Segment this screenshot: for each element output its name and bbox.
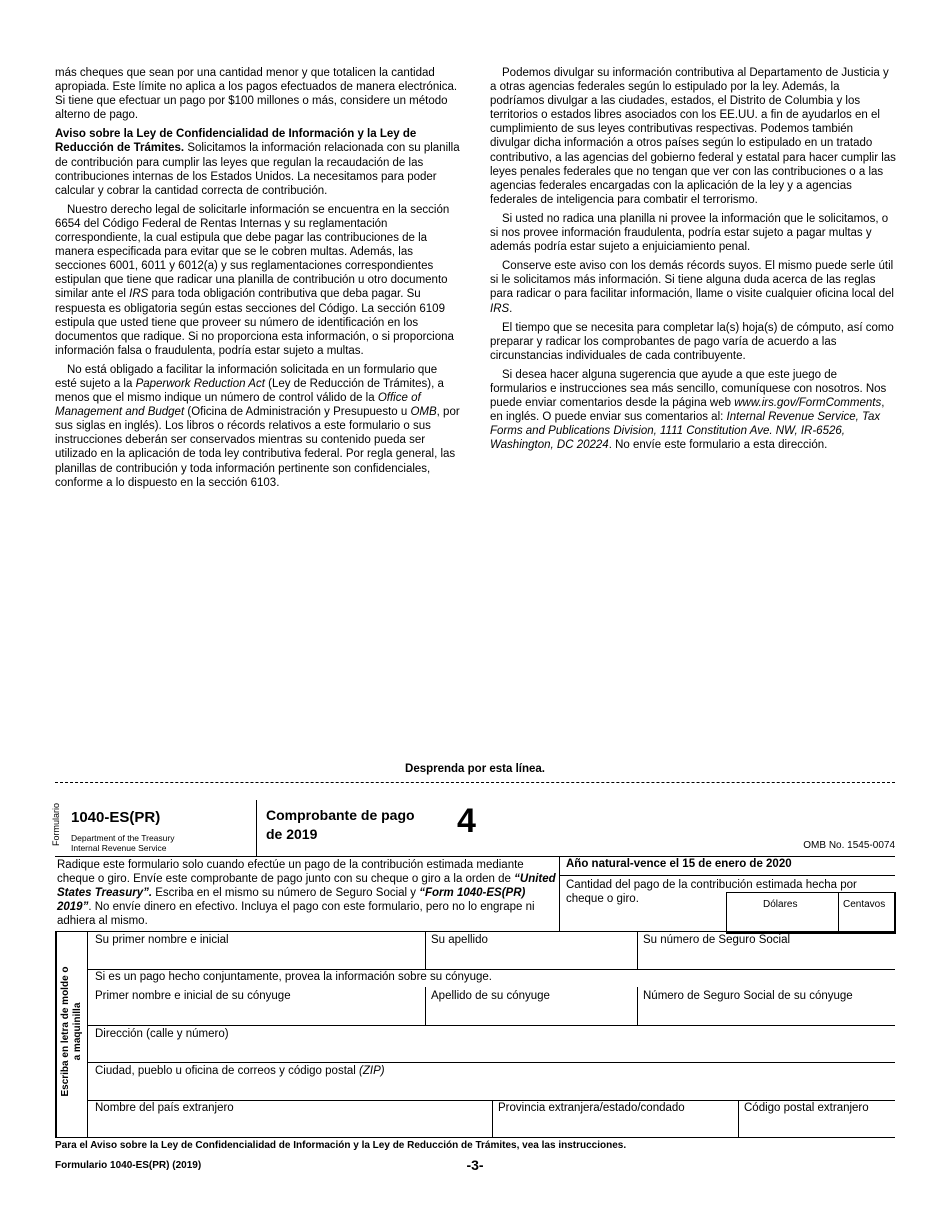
- divider: [55, 856, 895, 857]
- detach-dashed-line: [55, 782, 895, 783]
- last-name-field[interactable]: Su apellido: [431, 934, 488, 946]
- divider: [88, 1025, 895, 1026]
- omb-number: OMB No. 1545-0074: [803, 840, 895, 851]
- divider: [637, 987, 638, 1025]
- first-name-field[interactable]: Su primer nombre e inicial: [95, 934, 229, 946]
- right-column: [490, 66, 896, 457]
- divider: [425, 932, 426, 969]
- joint-payment-note: Si es un pago hecho conjuntamente, provea la información sobre su cónyuge.: [95, 971, 493, 983]
- paragraph: Conserve este aviso con los demás récords suyos. El mismo puede serle útil si le solicitamos más información. Si tiene alguna duda acerca de las reglas para radicar o para facilitar información, llame o visite cualquier oficina local del IRS.: [490, 260, 894, 315]
- paragraph: más cheques que sean por una cantidad menor y que totalicen la cantidad apropiada. Este límite no aplica a los pagos efectuados de manera electrónica. Si tiene que efectuar un pago por $100 millones o más, considere un método alterno de pago.: [55, 67, 458, 122]
- divider: [425, 987, 426, 1025]
- voucher-title: Comprobante de pago de 2019: [266, 807, 415, 842]
- spouse-ssn-field[interactable]: Número de Seguro Social de su cónyuge: [643, 990, 853, 1002]
- privacy-heading: Aviso sobre la Ley de Confidencialidad de Información y la Ley de Reducción de Trámites.: [55, 128, 417, 155]
- paragraph: Si usted no radica una planilla ni provee la información que le solicitamos, o si nos provee información fraudulenta, podría estar sujeto a pagar multas y además podría estar sujeto a enjuiciamiento penal.: [490, 212, 889, 254]
- city-zip-field[interactable]: Ciudad, pueblo u oficina de correos y código postal (ZIP): [95, 1065, 385, 1077]
- divider: [88, 1062, 895, 1063]
- divider: [738, 1100, 739, 1137]
- print-instruction: Escriba en letra de molde o a maquinilla: [60, 966, 83, 1097]
- privacy-paragraph: Aviso sobre la Ley de Confidencialidad de Información y la Ley de Reducción de Trámites. Solicitamos la información relacionada con su planilla de contribución para cumplir las leyes que regulan la recaudación de las contribuciones internas de los Estados Unidos. La necesitamos para poder calcular y cobrar la cantidad correcta de contribución.: [55, 128, 460, 197]
- cents-label: Centavos: [843, 899, 886, 910]
- divider: [559, 856, 560, 931]
- divider: [88, 969, 895, 970]
- foreign-province-field[interactable]: Provincia extranjera/estado/condado: [498, 1102, 685, 1114]
- divider: [559, 875, 895, 876]
- spouse-first-name-field[interactable]: Primer nombre e inicial de su cónyuge: [95, 990, 291, 1002]
- department: Department of the Treasury Internal Revenue Service: [71, 833, 175, 853]
- amount-field[interactable]: [726, 892, 896, 934]
- ssn-field[interactable]: Su número de Seguro Social: [643, 934, 791, 946]
- address-field[interactable]: Dirección (calle y número): [95, 1028, 229, 1040]
- paragraph: El tiempo que se necesita para completar la(s) hoja(s) de cómputo, así como preparar y radicar los comprobantes de pago varía de acuerdo a las circunstancias individuales de cada contribuyente.: [490, 321, 894, 362]
- paragraph: Podemos divulgar su información contributiva al Departamento de Justicia y a otras agencias federales según lo estipulado por la ley. Además, la podríamos divulgar a las ciudades, estados, el Distrito de Columbia y los territorios o estados libres asociados con los EE.UU. a fin de ayudarlos en el cumplimiento de sus leyes contributivas respectivas. Podemos también divulgar dicha información a otros países según lo estipulado en un tratado contributivo, a las agencias del gobierno federal y estatal para hacer cumplir las leyes penales federales que no tengan que ver con las contribuciones o a las agencias federales encargadas con la aplicación de la ley y a agencias federales de inteligencia para combatir el terrorismo.: [490, 67, 896, 206]
- footer-form-id: Formulario 1040-ES(PR) (2019): [55, 1160, 202, 1171]
- privacy-footnote: Para el Aviso sobre la Ley de Confidencialidad de Información y la Ley de Reducción de Trámites, vea las instrucciones.: [55, 1140, 627, 1151]
- print-instruction-strip: [55, 932, 88, 1137]
- voucher-instructions: Radique este formulario solo cuando efectúe un pago de la contribución estimada mediante cheque o giro. Envíe este comprobante de pago junto con su cheque o giro a la orden de “United States Treasury”. Escriba en el mismo su número de Seguro Social y “Form 1040-ES(PR) 2019”. No envíe dinero en efectivo. Incluya el pago con este formulario, pero no lo engrape ni adhiera al mismo.: [57, 859, 556, 928]
- foreign-postal-code-field[interactable]: Código postal extranjero: [744, 1102, 869, 1114]
- form-number: 1040-ES(PR): [71, 809, 161, 826]
- left-column: [55, 66, 461, 495]
- paragraph: Si desea hacer alguna sugerencia que ayude a que este juego de formularios e instrucciones sea más sencillo, comuníquese con nosotros. Nos puede enviar comentarios desde la página web www.irs.gov/FormComments, en inglés. O puede enviar sus comentarios al: Internal Revenue Service, Tax Forms and Publications Division, 1111 Constitution Ave. NW, IR-6526, Washington, DC 20224. No envíe este formulario a esta dirección.: [490, 368, 887, 452]
- divider: [492, 1100, 493, 1137]
- taxpayer-info-grid: [55, 931, 895, 1138]
- paragraph: Nuestro derecho legal de solicitarle información se encuentra en la sección 6654 del Código Federal de Rentas Internas y su reglamentación correspondiente, la cual estipula que debe pagar las contribuciones de la manera especificada para evitar que se le cobren multas. Además, las secciones 6001, 6011 y 6012(a) y sus reglamentaciones correspondientes estipulan que tiene que radicar una planilla de contribución u otro documento similar ante el IRS para toda obligación contributiva que deba pagar. Su respuesta es obligatoria según estas secciones del Código. La sección 6109 estipula que usted tiene que proveer su número de identificación en los documentos que radique. Si no proporciona esta información, o si proporciona información falsa o fraudulenta, podría estar sujeto a multas.: [55, 203, 454, 357]
- divider: [637, 932, 638, 969]
- dollars-label: Dólares: [763, 899, 798, 910]
- voucher-number: 4: [457, 802, 476, 840]
- amount-label: Cantidad del pago de la contribución estimada hecha por cheque o giro.: [566, 879, 857, 906]
- foreign-country-field[interactable]: Nombre del país extranjero: [95, 1102, 234, 1114]
- paragraph: No está obligado a facilitar la información solicitada en un formulario que esté sujeto a la Paperwork Reduction Act (Ley de Reducción de Trámites), a menos que el mismo indique un número de control válido de la Office of Management and Budget (Oficina de Administración y Presupuesto u OMB, por sus siglas en inglés). Los libros o récords relativos a este formulario o sus instrucciones deberán ser conservados mientras su contenido pueda ser utilizado en la aplicación de toda ley contributiva federal. Por regla general, las planillas de contribución y toda información pertinente son confidenciales, conforme a lo dispuesto en la sección 6103.: [55, 363, 460, 489]
- due-date-label: Año natural-vence el 15 de enero de 2020: [566, 858, 792, 870]
- spouse-last-name-field[interactable]: Apellido de su cónyuge: [431, 990, 550, 1002]
- form-id-block: [51, 800, 257, 856]
- page-number: -3-: [466, 1157, 484, 1173]
- formulario-label: Formulario: [51, 802, 61, 846]
- divider: [838, 893, 839, 932]
- detach-label: Desprenda por esta línea.: [405, 763, 545, 775]
